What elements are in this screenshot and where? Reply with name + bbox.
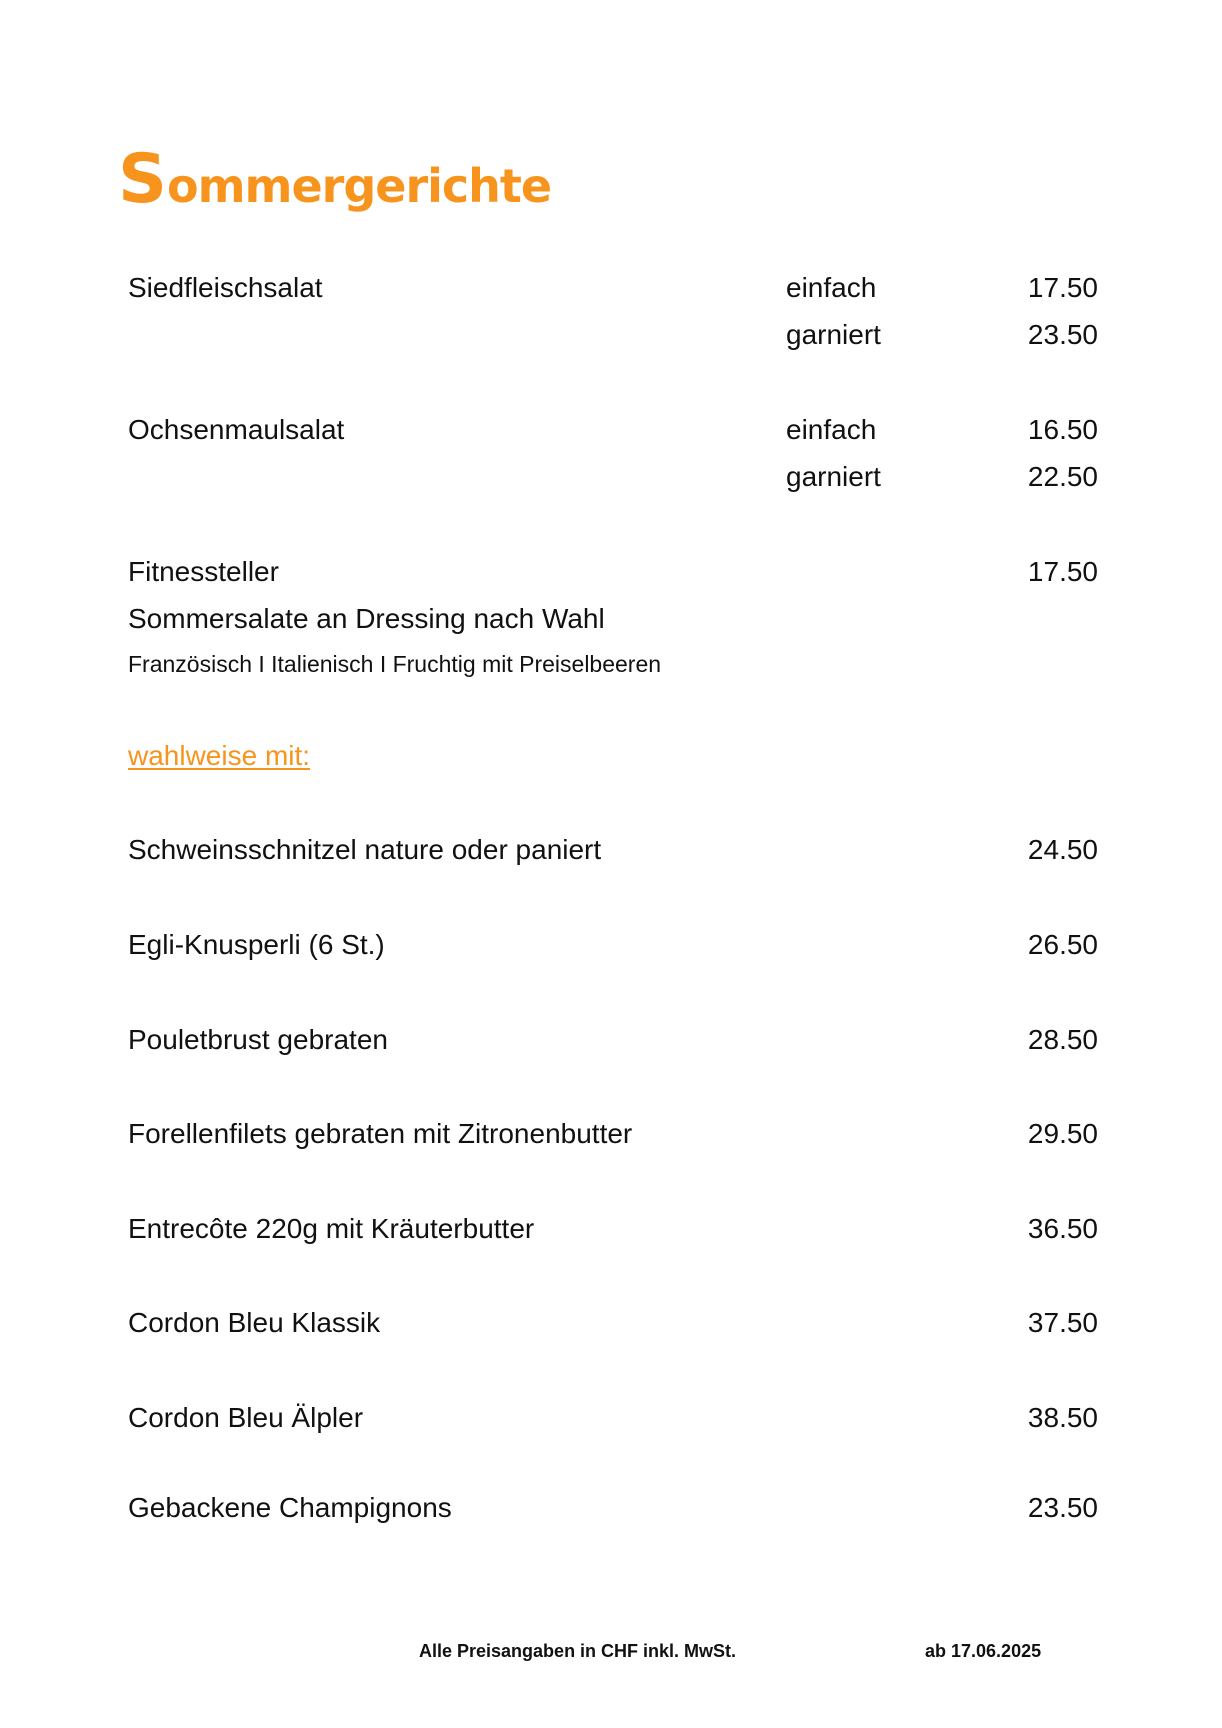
title-initial: S: [118, 140, 167, 219]
salad-variant-price: 16.50: [1027, 414, 1098, 445]
fitness-price: 17.50: [1027, 556, 1098, 587]
dish-price: 26.50: [1027, 929, 1098, 960]
dish-name: Gebackene Champignons: [128, 1492, 452, 1523]
dish-name: Pouletbrust gebraten: [128, 1024, 388, 1055]
dish-price: 23.50: [1027, 1492, 1098, 1523]
salad-variant-label: einfach: [786, 414, 877, 445]
dish-price: 37.50: [1027, 1307, 1098, 1338]
footer-valid-date: ab 17.06.2025: [925, 1641, 1042, 1661]
dish-name: Entrecôte 220g mit Kräuterbutter: [128, 1213, 535, 1244]
fitness-subtitle: Sommersalate an Dressing nach Wahl: [128, 603, 605, 634]
dish-price: 38.50: [1027, 1402, 1098, 1433]
fitness-name: Fitnessteller: [128, 556, 279, 587]
salad-variant-price: 17.50: [1027, 272, 1098, 303]
options-label: wahlweise mit:: [128, 740, 311, 771]
dish-price: 24.50: [1027, 834, 1098, 865]
dish-name: Egli-Knusperli (6 St.): [128, 929, 385, 960]
page-title: [118, 140, 552, 219]
dish-price: 29.50: [1027, 1118, 1098, 1149]
salad-name: Siedfleischsalat: [128, 272, 323, 303]
salad-name: Ochsenmaulsalat: [128, 414, 345, 445]
salad-variant-label: garniert: [786, 461, 881, 492]
salad-variant-price: 23.50: [1027, 319, 1098, 350]
dish-name: Cordon Bleu Klassik: [128, 1307, 381, 1338]
title-rest: ommergerichte: [166, 159, 552, 213]
dish-name: Forellenfilets gebraten mit Zitronenbutter: [128, 1118, 633, 1149]
salad-variant-price: 22.50: [1027, 461, 1098, 492]
salad-variant-label: einfach: [786, 272, 877, 303]
dressing-options: Französisch I Italienisch I Fruchtig mit Preiselbeeren: [128, 651, 662, 677]
footer-price-note: Alle Preisangaben in CHF inkl. MwSt.: [419, 1641, 737, 1661]
dish-price: 28.50: [1027, 1024, 1098, 1055]
salad-variant-label: garniert: [786, 319, 881, 350]
dish-name: Cordon Bleu Älpler: [128, 1402, 364, 1433]
dish-price: 36.50: [1027, 1213, 1098, 1244]
dish-name: Schweinsschnitzel nature oder paniert: [128, 834, 602, 865]
